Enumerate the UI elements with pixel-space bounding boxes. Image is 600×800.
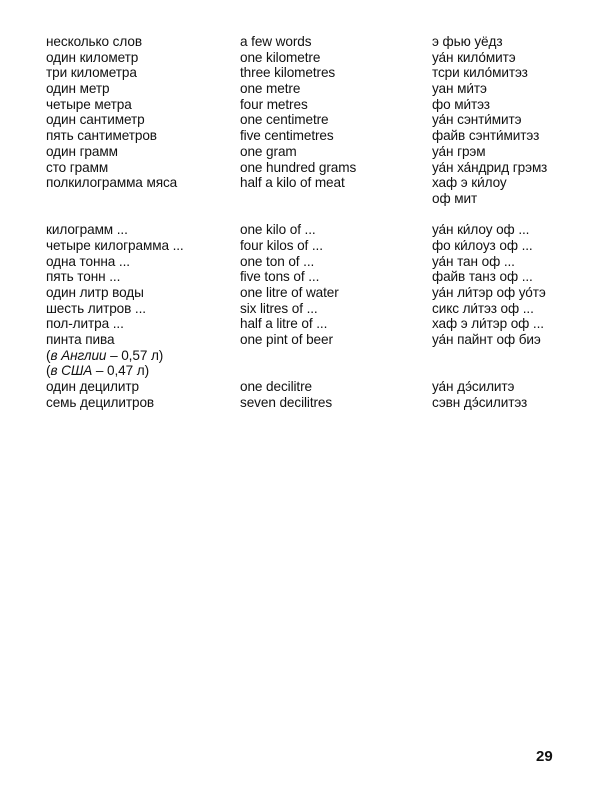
en-phrase: one ton of ... (240, 253, 315, 269)
en-phrase: a few words (240, 34, 312, 49)
row-spacer (46, 207, 231, 223)
note-volume: – 0,57 л) (106, 347, 164, 363)
ru-phrase: семь децилитров (46, 394, 155, 410)
ru-phrase: одна тонна ... (46, 253, 130, 269)
note-prefix: ( (46, 363, 51, 379)
ru-phrase: один грамм (46, 143, 118, 159)
en-phrase: one kilo of ... (240, 222, 316, 238)
en-phrase: one centimetre (240, 112, 329, 128)
tr-phrase: уа́н дэ́силитэ (432, 379, 515, 395)
tr-phrase: тсри кило́митэз (432, 65, 528, 81)
en-phrase: one hundred grams (240, 159, 357, 175)
ru-phrase: один сантиметр (46, 112, 145, 128)
english-column (240, 34, 425, 411)
ru-phrase: один километр (46, 49, 139, 65)
pint-note-england (46, 348, 231, 364)
note-volume: – 0,47 л) (92, 363, 150, 379)
row-spacer (240, 191, 425, 207)
row-spacer (240, 348, 425, 364)
tr-phrase: сикс ли́тэз оф ... (432, 300, 534, 316)
tr-phrase: уа́н ли́тэр оф уо́тэ (432, 285, 546, 300)
tr-phrase: уа́н пайнт оф биэ (432, 332, 541, 348)
ru-phrase: сто грамм (46, 159, 109, 175)
en-phrase: seven decilitres (240, 394, 333, 410)
transcription-column (432, 34, 597, 411)
ru-phrase: пол-литра ... (46, 316, 124, 332)
ru-phrase: один литр воды (46, 285, 144, 300)
ru-phrase: один децилитр (46, 379, 139, 395)
tr-phrase: хаф э ки́лоу (432, 175, 507, 191)
en-phrase: one litre of water (240, 285, 339, 300)
en-phrase: one pint of beer (240, 332, 333, 348)
tr-phrase: уа́н ха́ндрид грэмз (432, 159, 548, 175)
row-spacer (46, 191, 231, 207)
tr-phrase: хаф э ли́тэр оф ... (432, 316, 544, 332)
ru-phrase: полкилограмма мяса (46, 175, 178, 191)
tr-phrase: уа́н тан оф ... (432, 253, 515, 269)
en-phrase: four kilos of ... (240, 237, 323, 253)
en-phrase: half a kilo of meat (240, 175, 345, 191)
tr-phrase: фо ки́лоуз оф ... (432, 237, 533, 253)
row-spacer (432, 363, 597, 379)
tr-phrase: э фью уёдз (432, 34, 503, 49)
ru-phrase: пинта пива (46, 332, 115, 348)
ru-phrase: один метр (46, 81, 110, 97)
russian-column (46, 34, 231, 411)
note-country: в Англии (50, 347, 107, 363)
en-phrase: four metres (240, 96, 308, 112)
row-spacer (432, 207, 597, 223)
en-phrase: half a litre of ... (240, 316, 328, 332)
tr-phrase: уа́н грэм (432, 143, 486, 159)
ru-phrase: четыре метра (46, 96, 132, 112)
ru-phrase: пять сантиметров (46, 128, 157, 144)
ru-phrase: четыре килограмма ... (46, 237, 184, 253)
en-phrase: five centimetres (240, 128, 334, 144)
en-phrase: one kilometre (240, 49, 321, 65)
tr-phrase: файв танз оф ... (432, 269, 533, 285)
en-phrase: one metre (240, 81, 301, 97)
tr-phrase-continued: оф мит (432, 190, 478, 206)
page-number: 29 (536, 748, 553, 765)
tr-phrase: уа́н кило́митэ (432, 49, 516, 65)
row-spacer (240, 363, 425, 379)
tr-phrase: уа́н ки́лоу оф ... (432, 222, 530, 238)
ru-phrase: шесть литров ... (46, 300, 146, 316)
tr-phrase: сэвн дэ́силитэз (432, 394, 528, 410)
en-phrase: one gram (240, 143, 297, 159)
ru-phrase: килограмм ... (46, 222, 128, 238)
note-country: в США (50, 363, 93, 379)
tr-phrase: файв сэнти́митэз (432, 128, 540, 144)
ru-phrase: несколько слов (46, 34, 142, 49)
en-phrase: one decilitre (240, 379, 312, 395)
row-spacer (432, 348, 597, 364)
note-prefix: ( (46, 347, 51, 363)
row-spacer (240, 207, 425, 223)
tr-phrase: уа́н сэнти́митэ (432, 112, 522, 128)
ru-phrase: пять тонн ... (46, 269, 121, 285)
ru-phrase: три километра (46, 65, 137, 81)
tr-phrase: фо ми́тэз (432, 96, 490, 112)
tr-phrase: уан ми́тэ (432, 81, 487, 97)
en-phrase: five tons of ... (240, 269, 320, 285)
en-phrase: three kilometres (240, 65, 336, 81)
pint-note-usa (46, 363, 231, 379)
en-phrase: six litres of ... (240, 300, 318, 316)
